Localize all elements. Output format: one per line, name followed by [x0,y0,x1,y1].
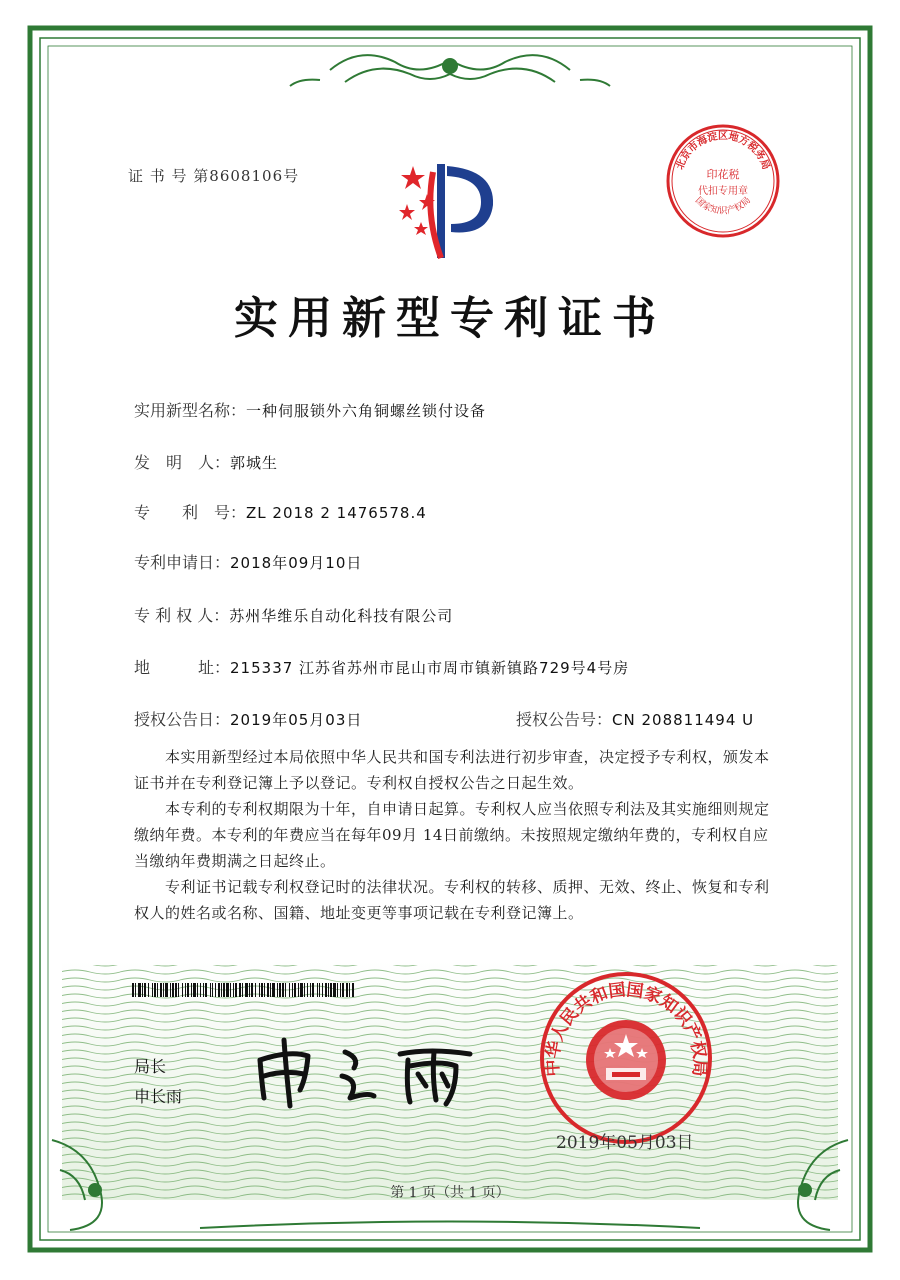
seal-arc-text: 中华人民共和国国家知识产权局 [542,980,710,1077]
barcode-bar [163,983,164,997]
barcode-bar [239,983,241,997]
barcode-bar [328,983,329,997]
barcode-bar [264,983,265,997]
barcode-bar [342,983,344,997]
barcode-bar [165,983,168,997]
field-patent-no-label: 专 利 号： [134,503,247,522]
field-grant-date [134,707,362,730]
barcode-bar [300,983,303,997]
barcode-bar [267,983,269,997]
barcode-bar [261,983,263,997]
barcode-bar [233,983,234,997]
barcode-bar [285,983,286,997]
barcode-bar [203,983,204,997]
field-name [134,398,486,421]
paragraph-1: 本实用新型经过本局依照中华人民共和国专利法进行初步审查，决定授予专利权，颁发本证书并在专利登记簿上予以登记。专利权自授权公告之日起生效。 [134,748,770,792]
barcode-bar [242,983,243,997]
svg-text:北京市海淀区地方税务局 [674,129,773,171]
barcode-bar [210,983,211,997]
certificate-number: 证 书 号 第8608106号 [128,167,300,185]
tax-stamp [664,122,782,240]
barcode-bar [310,983,311,997]
barcode-bar [205,983,207,997]
field-inventor-value: 郭城生 [230,454,279,472]
paragraph-3: 专利证书记载专利权登记时的法律状况。专利权的转移、质押、无效、终止、恢复和专利权人的姓名或名称、国籍、地址变更等事项记载在专利登记簿上。 [134,878,770,922]
barcode-bar [182,983,183,997]
barcode-bar [294,983,296,997]
barcode-bar [249,983,250,997]
field-filing-date-value: 2018年09月10日 [230,554,363,572]
field-grant-date-label: 授权公告日： [134,710,231,729]
field-filing-date-label: 专利申请日： [134,553,231,572]
signatory-title: 局长 [134,1057,167,1076]
barcode-bar [218,983,220,997]
barcode-bar [251,983,253,997]
barcode-bar [304,983,305,997]
barcode-bar [230,983,231,997]
barcode-bar [307,983,308,997]
barcode-bar [187,983,189,997]
barcode-bar [317,983,318,997]
field-grant-no-value: CN 208811494 U [612,711,755,729]
barcode-bar [142,983,143,997]
barcode-bar [191,983,192,997]
field-address-label: 地 址： [134,658,231,677]
seal-date: 2019年05月03日 [556,1133,694,1153]
barcode-bar [175,983,177,997]
barcode-bar [212,983,213,997]
barcode-bar [255,983,256,997]
barcode [132,983,354,997]
barcode-bar [235,983,237,997]
field-name-value: 一种伺服锁外六角铜螺丝锁付设备 [246,402,487,420]
field-inventor-label: 发 明 人： [134,453,231,472]
barcode-bar [170,983,171,997]
barcode-bar [132,983,134,997]
barcode-bar [322,983,323,997]
barcode-bar [200,983,201,997]
barcode-bar [157,983,158,997]
tax-stamp-line1: 印花税 [706,168,740,181]
barcode-bar [325,983,327,997]
barcode-bar [221,983,222,997]
barcode-bar [185,983,186,997]
tax-stamp-bottom-text: 国家知识产权局 [692,195,754,217]
barcode-bar [333,983,336,997]
barcode-bar [277,983,278,997]
barcode-bar [148,983,149,997]
barcode-bar [346,983,348,997]
barcode-bar [330,983,332,997]
barcode-bar [272,983,275,997]
barcode-bar [289,983,290,997]
barcode-bar [223,983,225,997]
field-address-value: 215337 江苏省苏州市昆山市周市镇新镇路729号4号房 [230,659,630,677]
barcode-bar [312,983,314,997]
barcode-bar [292,983,293,997]
field-patentee-label: 专 利 权 人： [134,606,230,625]
field-address [134,655,629,678]
barcode-bar [215,983,216,997]
barcode-bar [178,983,179,997]
handwritten-signature [250,1030,480,1110]
page-indicator: 第 1 页（共 1 页） [390,1185,510,1201]
field-patentee [134,603,453,626]
barcode-bar [138,983,141,997]
field-grant-no-label: 授权公告号： [516,710,613,729]
barcode-bar [226,983,229,997]
signatory-name: 申长雨 [134,1087,183,1106]
barcode-bar [172,983,174,997]
barcode-bar [282,983,284,997]
barcode-bar [337,983,338,997]
barcode-bar [270,983,271,997]
cnipa-logo [385,160,515,260]
field-patentee-value: 苏州华维乐自动化科技有限公司 [229,607,454,625]
barcode-bar [135,983,136,997]
barcode-bar [144,983,146,997]
barcode-bar [279,983,281,997]
tax-stamp-arc-text: 北京市海淀区地方税务局 [674,131,772,172]
barcode-bar [245,983,248,997]
barcode-bar [193,983,196,997]
barcode-bar [349,983,350,997]
barcode-bar [352,983,354,997]
barcode-bar [340,983,341,997]
barcode-bar [319,983,320,997]
field-inventor [134,450,278,473]
field-patent-no [134,500,427,523]
barcode-bar [259,983,260,997]
page-title: 实用新型专利证书 [234,293,666,344]
barcode-bar [197,983,198,997]
field-name-label: 实用新型名称： [134,401,247,420]
national-ip-office-seal [536,968,716,1148]
field-patent-no-value: ZL 2018 2 1476578.4 [246,504,427,522]
barcode-bar [298,983,299,997]
field-grant-no [516,707,754,730]
tax-stamp-line2: 代扣专用章 [698,186,748,197]
paragraph-2: 本专利的专利权期限为十年，自申请日起算。专利权人应当依照专利法及其实施细则规定缴纳年费。本专利的年费应当在每年09月 14日前缴纳。未按照规定缴纳年费的，专利权自应当缴纳年费期满之日起终止。 [134,800,770,870]
barcode-bar [160,983,162,997]
barcode-bar [154,983,156,997]
barcode-bar [152,983,153,997]
field-filing-date [134,550,362,573]
field-grant-date-value: 2019年05月03日 [230,711,363,729]
svg-text:国家知识产权局 [693,195,753,217]
